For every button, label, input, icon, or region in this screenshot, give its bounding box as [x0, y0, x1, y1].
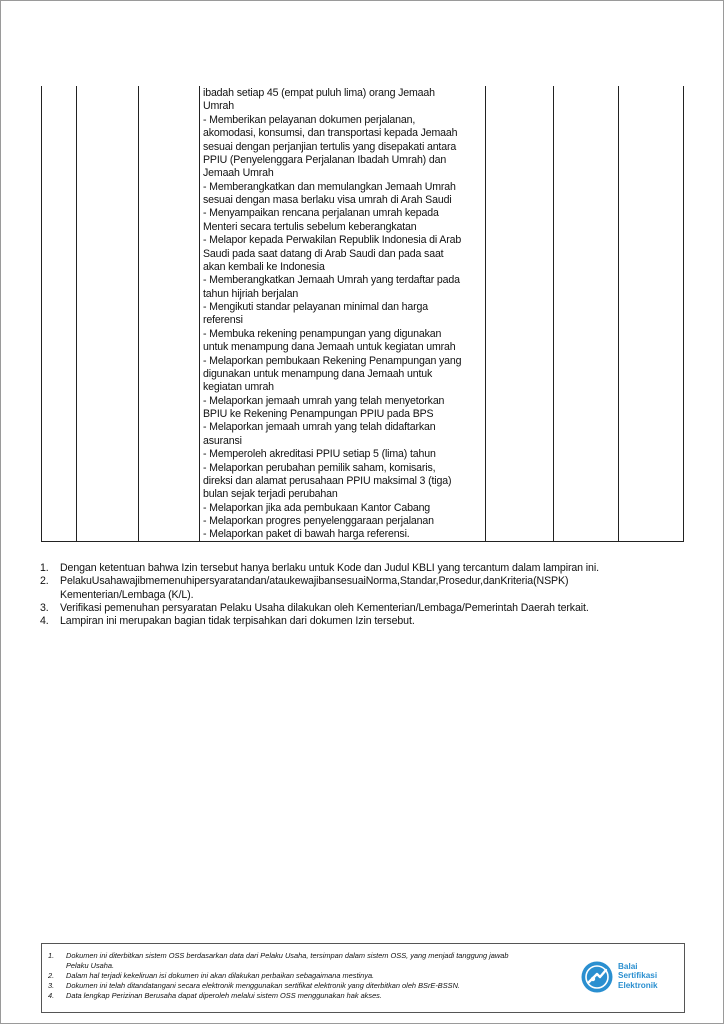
- cell-text-line: referensi: [203, 314, 243, 327]
- cell-text-line: untuk menampung dana Jemaah untuk kegiatan umrah: [203, 341, 456, 354]
- cell-text-line: - Melaporkan jemaah umrah yang telah didaftarkan: [203, 421, 436, 434]
- bsre-line: Elektronik: [618, 980, 658, 990]
- footer-box: [41, 943, 685, 1013]
- cell-text-line: kegiatan umrah: [203, 381, 274, 394]
- note-item: [40, 602, 690, 615]
- footer-note-text: Pelaku Usaha.: [66, 961, 115, 970]
- cell-text-line: - Melaporkan jika ada pembukaan Kantor Cabang: [203, 501, 431, 514]
- cell-text-line: PPIU (Penyelenggara Perjalanan Ibadah Umrah) dan: [203, 153, 447, 166]
- bsre-line: Sertifikasi: [618, 971, 658, 981]
- cell-text-line: Umrah: [203, 100, 235, 113]
- cell-text-line: - Melaporkan perubahan pemilik saham, komisaris,: [203, 461, 436, 474]
- cell-text-line: Jemaah Umrah: [203, 167, 274, 180]
- footer-note-item: [48, 961, 568, 971]
- cell-text-line: - Melaporkan pembukaan Rekening Penampungan yang: [203, 354, 462, 367]
- cell-text-line: akomodasi, konsumsi, dan transportasi kepada Jemaah: [203, 127, 458, 140]
- note-item: [40, 562, 690, 575]
- footer-note-item: [48, 951, 568, 961]
- bsre-logo-icon: [580, 960, 614, 994]
- table-column-line: [41, 86, 42, 542]
- cell-text-line: BPIU ke Rekening Penampungan PPIU pada BPS: [203, 408, 434, 420]
- cell-text-line: - Memberikan pelayanan dokumen perjalanan,: [203, 113, 416, 126]
- footer-note-number: 4.: [48, 991, 55, 1000]
- note-text: Verifikasi pemenuhan persyaratan Pelaku Usaha dilakukan oleh Kementerian/Lembaga/Pemerintah Daerah terkait.: [60, 601, 589, 614]
- cell-text-line: - Memberangkatkan Jemaah Umrah yang terdaftar pada: [203, 274, 460, 287]
- cell-text-line: - Melapor kepada Perwakilan Republik Indonesia di Arab: [203, 234, 462, 247]
- note-text: PelakuUsahawajibmemenuhipersyaratandan/ataukewajibansesuaiNorma,Standar,Prosedur,danKriteria(NSPK): [60, 575, 569, 588]
- footer-note-text: Data lengkap Perizinan Berusaha dapat diperoleh melalui sistem OSS menggunakan hak akses.: [66, 991, 382, 1000]
- cell-text-line: Menteri secara tertulis sebelum keberangkatan: [203, 220, 417, 233]
- table-column-line: [683, 86, 684, 542]
- footer-note-number: 1.: [48, 951, 55, 960]
- table-column-line: [138, 86, 139, 542]
- note-item: [40, 615, 690, 628]
- cell-text-line: - Memberangkatkan dan memulangkan Jemaah Umrah: [203, 180, 456, 193]
- cell-text-line: ibadah setiap 45 (empat puluh lima) orang Jemaah: [203, 87, 435, 99]
- bsre-line: Balai: [618, 962, 638, 971]
- bsre-logo-text: [618, 962, 658, 990]
- footer-note-item: [48, 991, 568, 1001]
- cell-text-line: tahun hijriah berjalan: [203, 287, 299, 300]
- table-column-line: [76, 86, 77, 542]
- footer-note-text: Dalam hal terjadi kekeliruan isi dokumen ini akan dilakukan perbaikan sebagaimana mestinya.: [66, 971, 375, 980]
- note-number: 2.: [40, 575, 49, 588]
- table-column-line: [199, 86, 200, 542]
- cell-text-line: Saudi pada saat datang di Arab Saudi dan pada saat: [203, 247, 444, 260]
- notes-list: [40, 562, 690, 628]
- cell-text-line: - Menyampaikan rencana perjalanan umrah kepada: [203, 207, 439, 220]
- cell-text-line: sesuai dengan masa berlaku visa umrah di Arah Saudi: [203, 194, 452, 206]
- note-item: [40, 575, 690, 588]
- note-number: 1.: [40, 562, 49, 574]
- cell-text-line: - Melaporkan jemaah umrah yang telah menyetorkan: [203, 394, 445, 407]
- note-number: 4.: [40, 615, 49, 628]
- footer-note-item: [48, 981, 568, 991]
- bsre-logo: [580, 958, 680, 998]
- cell-text-line: - Membuka rekening penampungan yang digunakan: [203, 327, 442, 340]
- cell-text-line: akan kembali ke Indonesia: [203, 260, 325, 273]
- cell-text-line: bulan sejak terjadi perubahan: [203, 488, 338, 501]
- note-text: Dengan ketentuan bahwa Izin tersebut hanya berlaku untuk Kode dan Judul KBLI yang tercantum dalam lampiran ini.: [60, 562, 599, 574]
- note-text: Lampiran ini merupakan bagian tidak terpisahkan dari dokumen Izin tersebut.: [60, 615, 415, 628]
- cell-text-line: asuransi: [203, 434, 242, 447]
- cell-text-line: direksi dan alamat perusahaan PPIU maksimal 3 (tiga): [203, 474, 452, 487]
- footer-notes: [48, 951, 568, 1001]
- cell-text-line: - Mengikuti standar pelayanan minimal dan harga: [203, 301, 428, 313]
- note-text: Kementerian/Lembaga (K/L).: [60, 588, 194, 601]
- note-item: [40, 589, 690, 602]
- footer-note-text: Dokumen ini diterbitkan sistem OSS berdasarkan data dari Pelaku Usaha, tersimpan dalam sistem OSS, yang menjadi tanggung jawab: [66, 951, 509, 960]
- cell-text-line: - Melaporkan progres penyelenggaraan perjalanan: [203, 515, 434, 527]
- footer-note-number: 2.: [48, 971, 55, 980]
- footer-note-item: [48, 971, 568, 981]
- footer-note-text: Dokumen ini telah ditandatangani secara elektronik menggunakan sertifikat elektronik yang diterbitkan oleh BSrE-BSSN.: [66, 981, 460, 990]
- table-column-line: [553, 86, 554, 542]
- cell-text-line: - Melaporkan paket di bawah harga referensi.: [203, 528, 410, 541]
- cell-text-line: - Memperoleh akreditasi PPIU setiap 5 (lima) tahun: [203, 448, 436, 461]
- cell-text-line: sesuai dengan perjanjian tertulis yang disepakati antara: [203, 140, 457, 153]
- footer-note-number: 3.: [48, 981, 55, 990]
- note-number: 3.: [40, 601, 49, 614]
- obligations-cell: [203, 87, 488, 542]
- table-column-line: [618, 86, 619, 542]
- cell-text-line: digunakan untuk menampung dana Jemaah untuk: [203, 367, 433, 380]
